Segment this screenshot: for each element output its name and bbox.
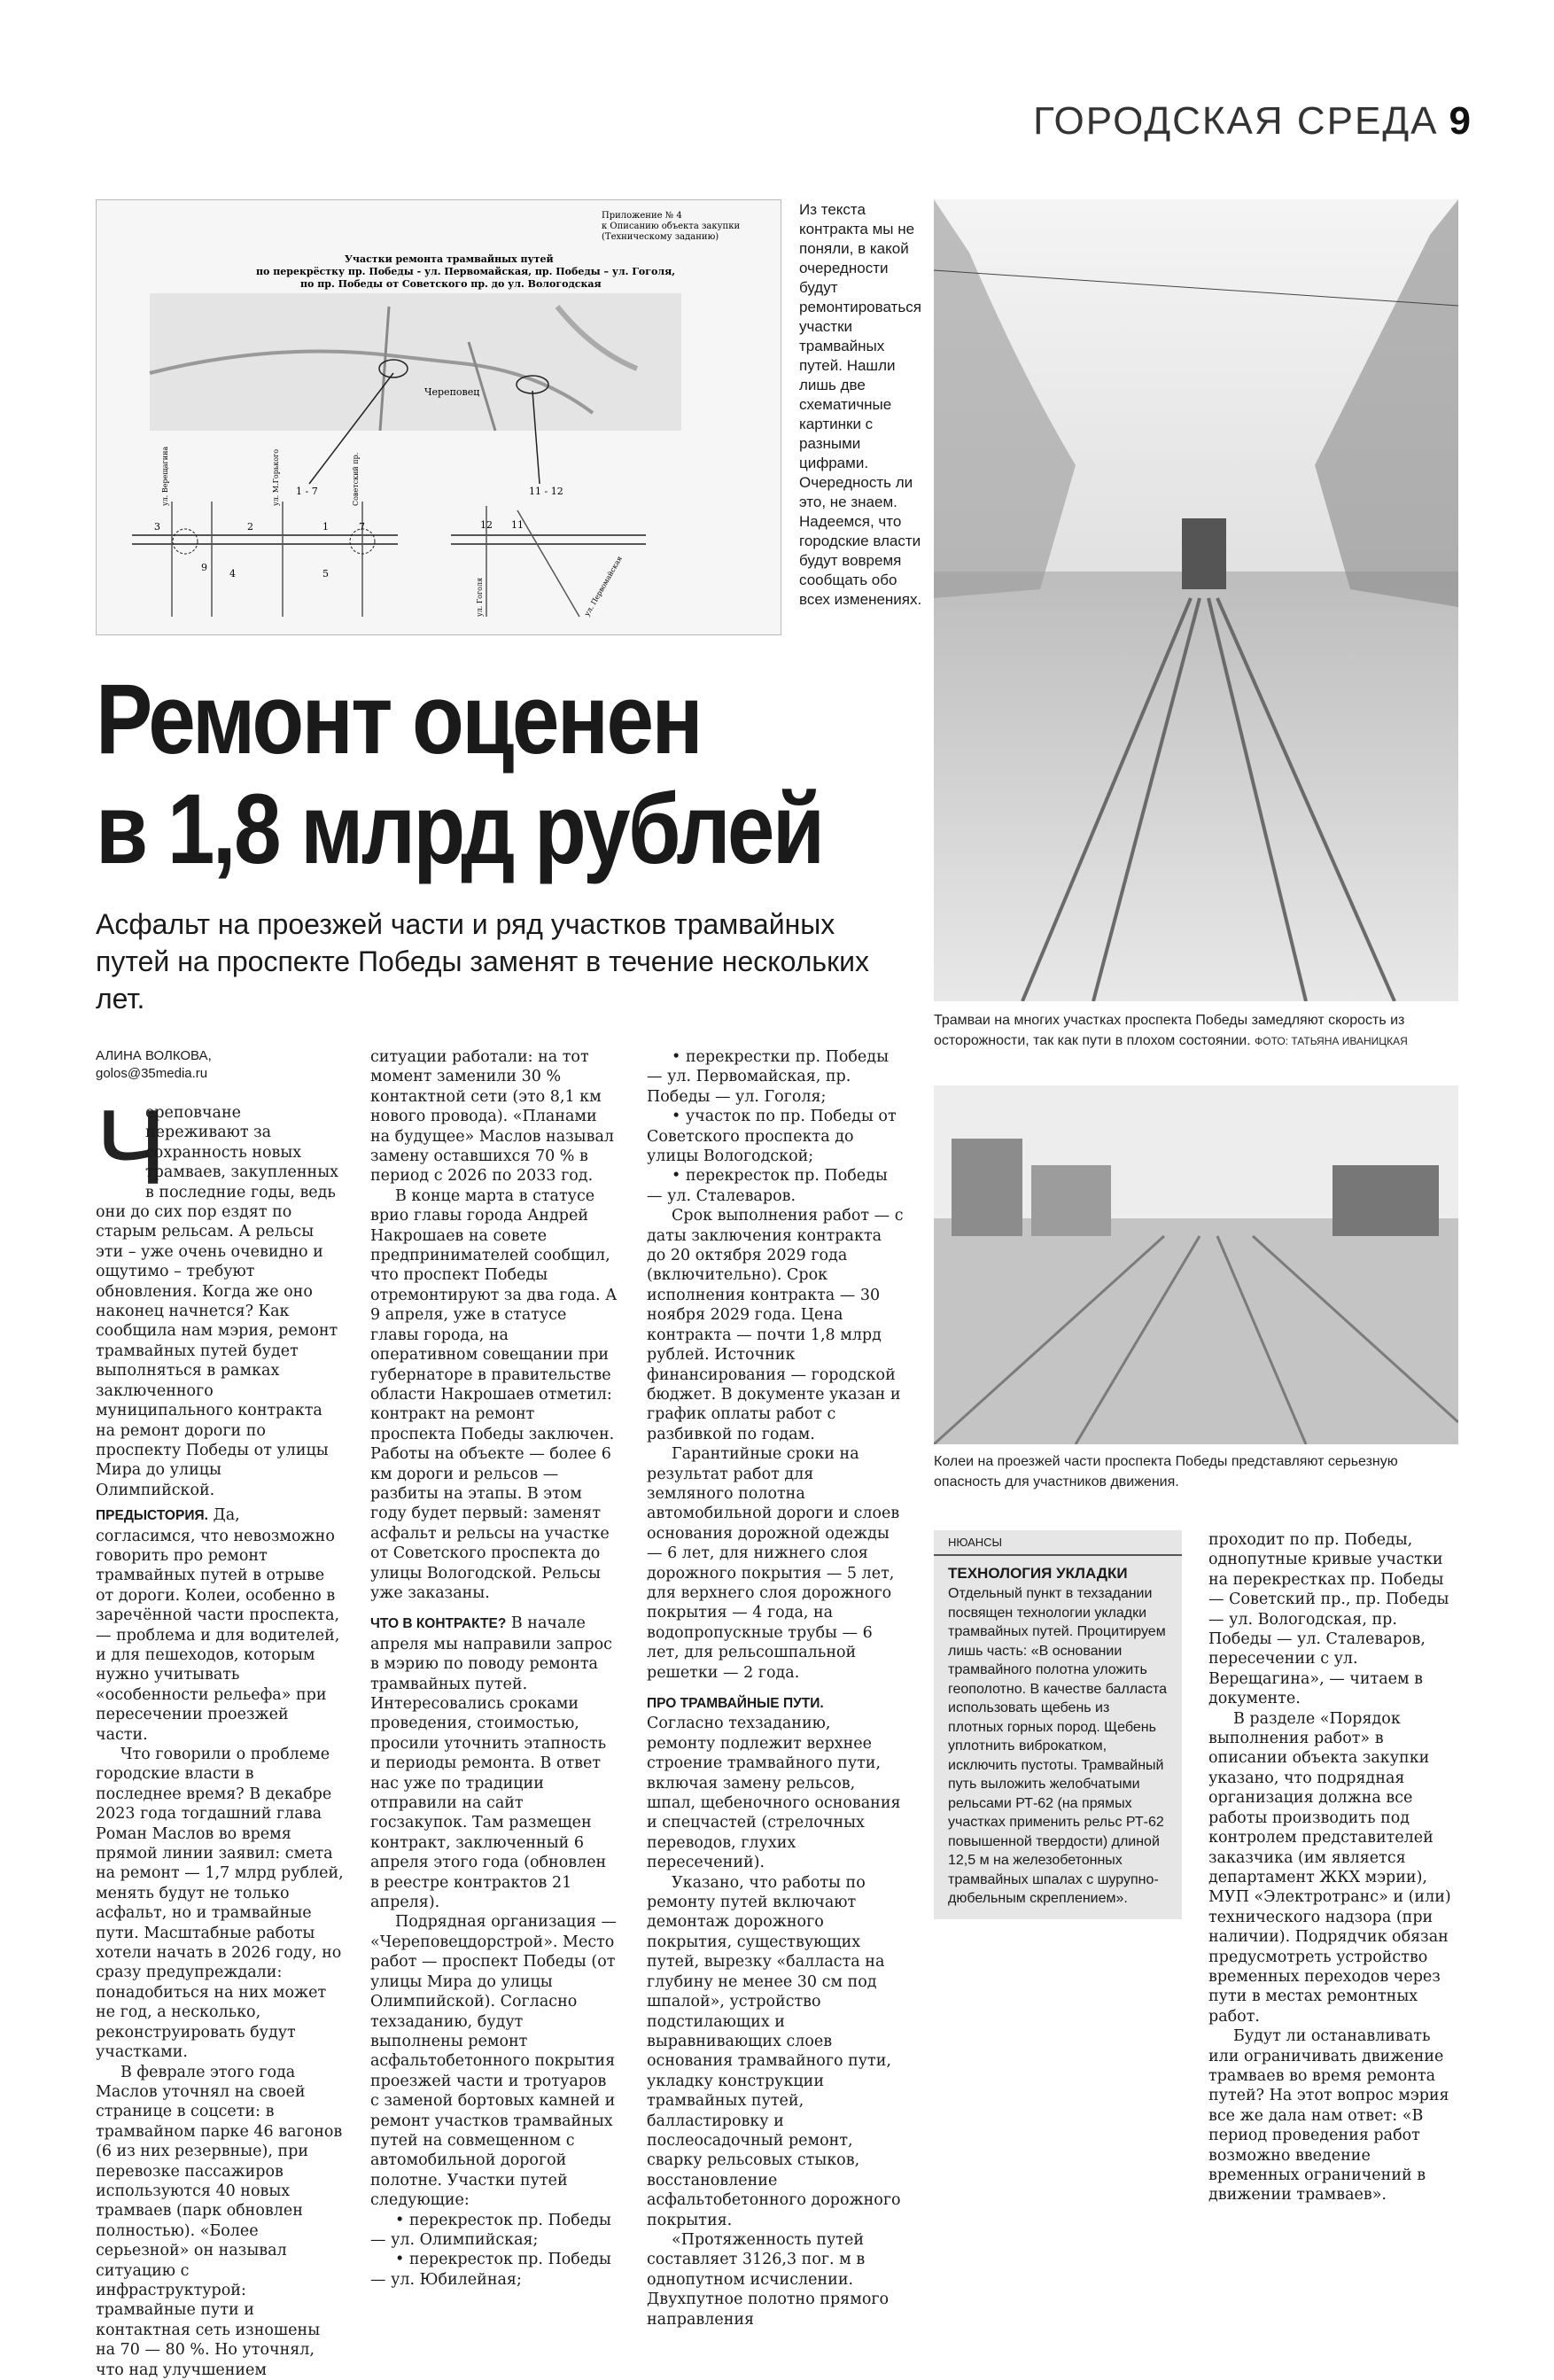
headline-line2: в 1,8 млрд рублей — [96, 774, 823, 884]
headline-line1: Ремонт оценен — [96, 664, 702, 774]
rubric-contract: ЧТО В КОНТРАКТЕ? — [370, 1616, 507, 1632]
rubric-prehistory: ПРЕДЫСТОРИЯ. — [96, 1508, 208, 1524]
map-figure — [96, 199, 781, 635]
photo2-caption: Колеи на проезжей части проспекта Победы представляют серьезную опасность для участников движения. — [934, 1454, 1398, 1489]
byline — [96, 1047, 344, 1083]
map-label-11-12: 11 - 12 — [529, 486, 563, 497]
num-6: 7 — [359, 521, 365, 533]
section-title: ГОРОДСКАЯ СРЕДА — [1033, 99, 1439, 143]
map-title-1: Участки ремонта трамвайных путей — [345, 253, 554, 265]
page-number: 9 — [1449, 99, 1472, 143]
num-7: 9 — [201, 562, 207, 573]
appendix-line2: к Описанию объекта закупки — [602, 222, 741, 231]
map-title-2: по перекрёстку пр. Победы - ул. Первомайская, пр. Победы – ул. Гоголя, — [256, 266, 676, 277]
appendix-line3: (Техническому заданию) — [602, 232, 719, 242]
rubric-tracks: ПРО ТРАМВАЙНЫЕ ПУТИ. — [647, 1696, 824, 1711]
appendix-line1: Приложение № 4 — [602, 211, 682, 221]
num-2: 2 — [247, 521, 253, 533]
num-12: 12 — [480, 519, 493, 531]
num-3: 3 — [154, 521, 160, 533]
map-title-3: по пр. Победы от Советского пр. до ул. Вологодская — [300, 278, 602, 290]
lead-paragraph: Асфальт на проезжей части и ряд участков трамвайных путей на проспекте Победы заменят в течение нескольких лет. — [96, 908, 869, 1015]
photo-road-ruts — [934, 1085, 1458, 1444]
author-email: golos@35media.ru — [96, 1066, 208, 1081]
box-title: ТЕХНОЛОГИЯ УКЛАДКИ — [948, 1565, 1128, 1582]
num-1: 1 — [322, 521, 329, 533]
side-note: Из текста контракта мы не поняли, в какой очередности будут ремонтироваться участки трамвайных путей. Нашли лишь две схематичные картинки с разными цифрами. Очередность ли это, не знаем. Надеемся, что городские власти будут вовремя сообщать обо всех изменениях. — [799, 201, 922, 608]
drop-cap: Ч — [96, 1088, 167, 1207]
num-5: 5 — [322, 568, 329, 579]
box-text: Отдельный пункт в техзадании посвящен технологии укладки трамвайных путей. Процитируем лишь часть: «В основании трамвайного полотна уложить геополотно. В качестве балласта использовать щебень из плотных горных пород. Щебень уплотнить виброкатком, исключить пустоты. Трамвайный путь выложить желобчатыми рельсами РТ-62 (на прямых участках применить рельс РТ-62 повышенной твердости) длиной 12,5 м на железобетонных трамвайных шпалах с шурупно-дюбельным скреплением». — [948, 1586, 1168, 1906]
tram-repair-scheme-map — [97, 200, 781, 634]
box-label: НЮАНСЫ — [934, 1530, 1182, 1556]
map-city-label: Череповец — [424, 386, 480, 398]
street-vereshchagina: ул. Верещагина — [161, 446, 169, 506]
street-sovetsky: Советский пр. — [352, 452, 360, 506]
map-area — [150, 293, 681, 431]
street-gogolya: ул. Гоголя — [476, 577, 484, 617]
street-pervomayskaya: ул. Первомайская — [582, 555, 625, 618]
map-label-1-7: 1 - 7 — [296, 486, 318, 497]
nuances-box — [934, 1530, 1182, 1919]
street-gorkogo: ул. М.Горького — [272, 448, 280, 506]
article-column-5: проходит по пр. Победы, однопутные кривые участки на перекрестках пр. Победы — Советский пр., пр. Победы — ул. Вологодская, пр. Победы — ул. Сталеваров, пересечении с ул. Верещагина», — читаем в документе. В разделе «Порядок выполнения работ» в описании объекта закупки указано, что подрядная организация должна все работы производить под контролем представителей заказчика (им является департамент ЖКХ мэрии), МУП «Электротранс» и (или) технического надзора (при наличии). Подрядчик обязан предусмотреть устройство временных переходов через пути в местах ремонтных работ. Будут ли останавливать или ограничивать движение трамваев во время ремонта путей? На этот вопрос мэрия все же дала нам ответ: «В период проведения работ возможно введение временных ограничений в движении трамваев». — [1208, 1531, 1451, 2205]
num-4: 4 — [229, 568, 236, 579]
article-column-3: • перекрестки пр. Победы — ул. Первомайская, пр. Победы — ул. Гоголя; • участок по пр. Победы от Советского проспекта до улицы Вологодской; • перекресток пр. Победы — ул. Сталеваров. Срок выполнения работ — с даты заключения контракта до 20 октября 2029 года (включительно). Срок исполнения контракта — 30 ноября 2029 года. Цена контракта — почти 1,8 млрд рублей. Источник финансирования — городской бюджет. В документе указан и график оплаты работ с разбивкой по годам. Гарантийные сроки на результат работ для земляного полотна автомобильной дороги и слоев основания дорожной одежды — 6 лет, для нижнего слоя дорожного покрытия — 5 лет, для верхнего слоя дорожного покрытия — 4 года, на водопропускные трубы — 6 лет, для рельсошпальной решетки — 2 года. ПРО ТРАМВАЙНЫЕ ПУТИ. Согласно техзаданию, ремонту подлежит верхнее строение трамвайного пути, включая замену рельсов, шпал, щебеночного основания и спецчастей (стрелочных переводов, глухих пересечений). Указано, что работы по ремонту путей включают демонтаж дорожного покрытия, существующих путей, вырезку «балласта на глубину не менее 30 см под шпалой», устройство подстилающих и выравнивающих слоев основания трамвайного пути, укладку конструкции трамвайных путей, балластировку и послеосадочный ремонт, сварку рельсовых стыков, восстановление асфальтобетонного дорожного покрытия. «Протяженность путей составляет 3126,3 пог. м в однопутном исчислении. Двухпутное полотно прямого направления — [647, 1048, 904, 2329]
tram-icon — [1182, 518, 1226, 589]
photo-credit: ФОТО: ТАТЬЯНА ИВАНИЦКАЯ — [1255, 1035, 1408, 1047]
page-header — [1033, 99, 1472, 144]
num-11: 11 — [511, 519, 524, 531]
photo-tram-tracks — [934, 199, 1458, 1001]
author-name: АЛИНА ВОЛКОВА, — [96, 1048, 212, 1063]
article-column-1: Ч ереповчане переживают за сохранность новых трамваев, закупленных в последние годы, ведь они до сих пор ездят по старым рельсам. А рельсы эти – уже очень очевидно и ощутимо – требуют обновления. Когда же оно наконец начнется? Как сообщила нам мэрия, ремонт трамвайных путей будет выполняться в рамках заключенного муниципального контракта на ремонт дороги по проспекту Победы от улицы Мира до улицы Олимпийской. ПРЕДЫСТОРИЯ. Да, согласимся, что невозможно говорить про ремонт трамвайных путей в отрыве от дороги. Колеи, особенно в заречённой части проспекта, — проблема и для водителей, и для пешеходов, которым нужно учитывать «особенности рельефа» при пересечении проезжей части. Что говорили о проблеме городские власти в последнее время? В декабре 2023 года тогдашний глава Роман Маслов во время прямой линии заявил: смета на ремонт — 1,7 млрд рублей, менять будут не только асфальт, но и трамвайные пути. Масштабные работы хотели начать в 2026 году, но сразу предупреждали: понадобиться на них может не год, а несколько, реконструировать будут участками. В феврале этого года Маслов уточнял на своей странице в соцсети: в трамвайном парке 46 вагонов (6 из них резервные), при перевозке пассажиров используются 40 новых трамваев (парк обновлен полностью). «Более серьезной» он называл ситуацию с инфраструктурой: трамвайные пути и контактная сеть изношены на 70 — 80 %. Но уточнял, что над улучшением — [96, 1088, 344, 2379]
headline — [96, 665, 822, 884]
article-column-2: ситуации работали: на тот момент заменили 30 % контактной сети (это 8,1 км нового провода). «Планами на будущее» Маслов называл замену оставшихся 70 % в период с 2026 по 2033 год. В конце марта в статусе врио главы города Андрей Накрошаев на совете предпринимателей сообщил, что проспект Победы отремонтируют за два года. А 9 апреля, уже в статусе главы города, на оперативном совещании при губернаторе в правительстве области Накрошаев отметил: контракт на ремонт проспекта Победы заключен. Работы на объекте — более 6 км дороги и рельсов — разбиты на этапы. В этом году будет первый: заменят асфальт и рельсы на участке от Советского проспекта до улицы Вологодской. Рельсы уже заказаны. ЧТО В КОНТРАКТЕ? В начале апреля мы направили запрос в мэрию по поводу ремонта трамвайных путей. Интересовались сроками проведения, стоимостью, просили уточнить этапность и периоды ремонта. В ответ нас уже по традиции отправили на сайт госзакупок. Там размещен контракт, заключенный 6 апреля этого года (обновлен в реестре контрактов 21 апреля). Подрядная организация — «Череповецдорстрой». Место работ — проспект Победы (от улицы Мира до улицы Олимпийской). Согласно техзаданию, будут выполнены ремонт асфальтобетонного покрытия проезжей части и тротуаров с заменой бортовых камней и ремонт участков трамвайных путей на совмещенном с автомобильной дорогой полотне. Участки путей следующие: • перекресток пр. Победы — ул. Олимпийская; • перекресток пр. Победы — ул. Юбилейная; — [370, 1048, 618, 2289]
photo1-caption: Трамваи на многих участках проспекта Победы замедляют скорость из осторожности, так как пути в плохом состоянии. ФОТО: ТАТЬЯНА ИВАНИЦКАЯ — [934, 1013, 1408, 1048]
